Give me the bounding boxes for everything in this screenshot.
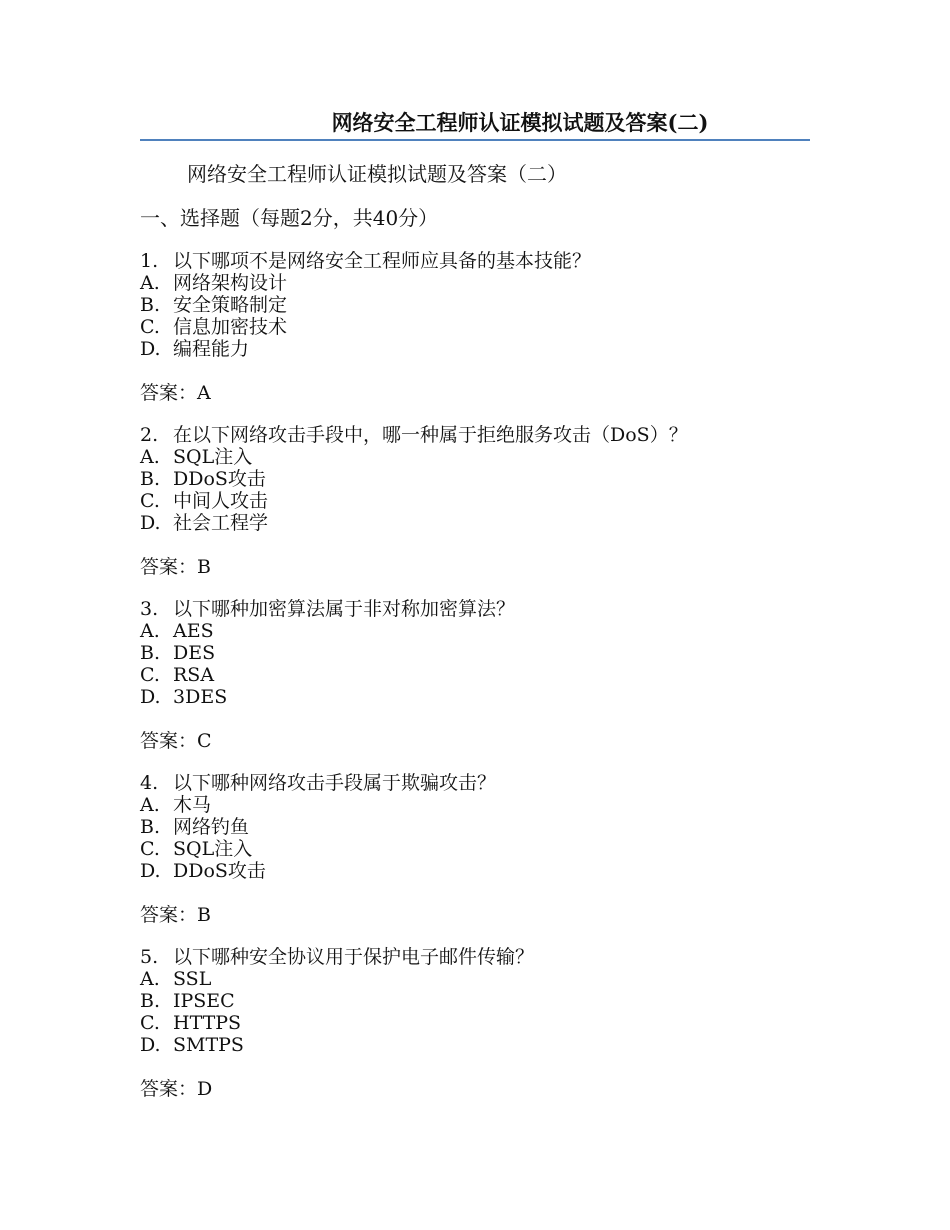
option-letter: B. bbox=[140, 468, 161, 490]
option-a bbox=[140, 620, 515, 642]
option-c bbox=[140, 664, 515, 686]
option-letter: A. bbox=[140, 794, 160, 816]
option-letter: C. bbox=[140, 490, 160, 512]
option-b bbox=[140, 990, 534, 1012]
option-d bbox=[140, 338, 591, 360]
document-title: 网络安全工程师认证模拟试题及答案(二) bbox=[331, 110, 709, 135]
question-3 bbox=[140, 598, 515, 752]
option-letter: B. bbox=[140, 294, 161, 316]
option-letter: A. bbox=[140, 968, 160, 990]
option-text: DDoS攻击 bbox=[173, 860, 266, 882]
option-letter: C. bbox=[140, 316, 160, 338]
question-1 bbox=[140, 250, 591, 404]
question-number: 4. bbox=[140, 772, 159, 794]
option-letter: B. bbox=[140, 990, 161, 1012]
option-text: IPSEC bbox=[173, 990, 235, 1012]
answer-line: 答案：B bbox=[140, 556, 211, 578]
option-d bbox=[140, 512, 688, 534]
option-a bbox=[140, 272, 591, 294]
answer-line: 答案：B bbox=[140, 904, 211, 926]
option-a bbox=[140, 794, 496, 816]
question-number: 2. bbox=[140, 424, 159, 446]
question-stem bbox=[140, 772, 496, 794]
option-b bbox=[140, 468, 688, 490]
option-text: 编程能力 bbox=[173, 338, 250, 360]
option-letter: B. bbox=[140, 642, 161, 664]
option-letter: D. bbox=[140, 338, 161, 360]
option-text: SSL bbox=[173, 968, 212, 990]
option-text: 网络钓鱼 bbox=[173, 816, 250, 838]
option-letter: B. bbox=[140, 816, 161, 838]
question-number: 5. bbox=[140, 946, 159, 968]
option-text: DES bbox=[173, 642, 216, 664]
question-stem bbox=[140, 250, 591, 272]
section-heading: 一、选择题（每题2分，共40分） bbox=[140, 206, 439, 230]
question-number: 3. bbox=[140, 598, 159, 620]
option-c bbox=[140, 1012, 534, 1034]
question-number: 1. bbox=[140, 250, 159, 272]
answer-line: 答案：C bbox=[140, 730, 212, 752]
option-letter: C. bbox=[140, 1012, 160, 1034]
option-text: AES bbox=[173, 620, 214, 642]
option-text: 安全策略制定 bbox=[173, 294, 288, 316]
question-4 bbox=[140, 772, 496, 926]
question-text: 以下哪项不是网络安全工程师应具备的基本技能？ bbox=[173, 250, 592, 272]
option-text: SMTPS bbox=[173, 1034, 244, 1056]
question-stem bbox=[140, 598, 515, 620]
option-a bbox=[140, 446, 688, 468]
option-letter: D. bbox=[140, 860, 161, 882]
option-b bbox=[140, 642, 515, 664]
option-letter: C. bbox=[140, 664, 160, 686]
question-text: 以下哪种安全协议用于保护电子邮件传输？ bbox=[173, 946, 535, 968]
question-text: 以下哪种网络攻击手段属于欺骗攻击？ bbox=[173, 772, 497, 794]
question-stem bbox=[140, 946, 534, 968]
option-letter: D. bbox=[140, 1034, 161, 1056]
option-letter: D. bbox=[140, 686, 161, 708]
option-text: 3DES bbox=[173, 686, 228, 708]
answer-line: 答案：A bbox=[140, 382, 211, 404]
option-d bbox=[140, 860, 496, 882]
answer-line: 答案：D bbox=[140, 1078, 213, 1100]
option-text: SQL注入 bbox=[173, 838, 253, 860]
option-text: SQL注入 bbox=[173, 446, 253, 468]
question-text: 在以下网络攻击手段中，哪一种属于拒绝服务攻击（DoS）？ bbox=[173, 424, 688, 446]
question-5 bbox=[140, 946, 534, 1100]
option-text: RSA bbox=[173, 664, 215, 686]
option-text: 中间人攻击 bbox=[173, 490, 269, 512]
option-text: 社会工程学 bbox=[173, 512, 269, 534]
option-text: 木马 bbox=[173, 794, 212, 816]
question-stem bbox=[140, 424, 688, 446]
document-subtitle: 网络安全工程师认证模拟试题及答案（二） bbox=[187, 162, 567, 186]
option-text: 网络架构设计 bbox=[173, 272, 288, 294]
option-text: HTTPS bbox=[173, 1012, 242, 1034]
option-b bbox=[140, 294, 591, 316]
option-letter: C. bbox=[140, 838, 160, 860]
option-c bbox=[140, 316, 591, 338]
option-letter: A. bbox=[140, 620, 160, 642]
option-b bbox=[140, 816, 496, 838]
option-text: DDoS攻击 bbox=[173, 468, 266, 490]
option-letter: A. bbox=[140, 446, 160, 468]
option-d bbox=[140, 686, 515, 708]
option-c bbox=[140, 490, 688, 512]
question-text: 以下哪种加密算法属于非对称加密算法？ bbox=[173, 598, 516, 620]
question-2 bbox=[140, 424, 688, 578]
option-c bbox=[140, 838, 496, 860]
option-letter: A. bbox=[140, 272, 160, 294]
title-underline bbox=[140, 139, 810, 141]
option-d bbox=[140, 1034, 534, 1056]
option-a bbox=[140, 968, 534, 990]
option-letter: D. bbox=[140, 512, 161, 534]
option-text: 信息加密技术 bbox=[173, 316, 288, 338]
